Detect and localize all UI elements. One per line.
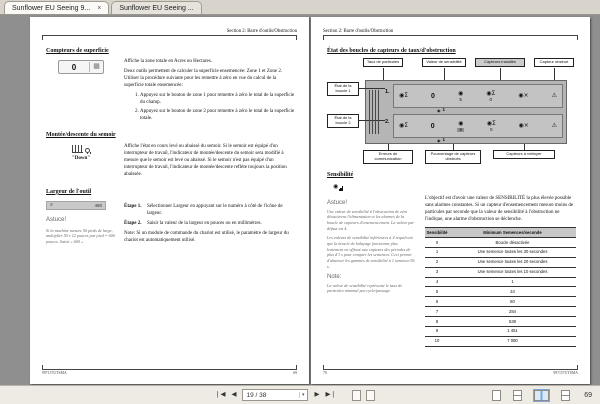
continuous-view-icon[interactable] <box>513 390 522 401</box>
note-text: Note: Si un module de commande du chariot est utilisé, le paramètre de largeur du chariot est automatiquement utilisé. <box>124 231 289 244</box>
table-row <box>425 287 576 297</box>
table-row <box>425 307 576 317</box>
step-text: Saisir la valeur de la largeur en pouces ou en millimètres. <box>147 221 262 227</box>
loop2-alarm-count: 1 <box>442 137 446 143</box>
page-number: 69 <box>293 371 297 375</box>
loop2-installed-count: 0 <box>490 126 493 132</box>
sensors-installed-icon: ◉Σ <box>486 89 496 97</box>
callout-comm-errors: Erreurs de communication <box>363 150 413 163</box>
table-row <box>425 297 576 307</box>
loop1-particle-rate: 0 <box>431 92 435 100</box>
paragraph: Affiche la zone totale en Acres ou Hectares. <box>124 59 212 65</box>
sum-icon: ◉Σ <box>399 92 409 100</box>
last-page-button[interactable]: ▶❘ <box>325 390 336 398</box>
loop1-installed-count: 0 <box>489 96 492 102</box>
callout-sensors-installed: Capteurs installés <box>475 58 525 67</box>
page-number: 70 <box>323 371 327 375</box>
column-header: Minimum Semences/seconde <box>449 228 576 238</box>
note-title: Note: <box>327 274 342 281</box>
bell-icon: ◉ <box>437 137 441 143</box>
tip-title: Astuce! <box>46 217 67 224</box>
table-header-row <box>425 228 576 238</box>
cell-sensitivity: 7 <box>425 307 449 317</box>
tip-text: Si la machine mesure 50 pieds de large, multiplier 50 x 12 pouces par pied = 600 pouces. Saisir « 600 ». <box>46 227 115 244</box>
tab-label: Sunflower EU Seeing ... <box>119 4 194 12</box>
cell-minimum: 284 <box>449 307 576 317</box>
bell-icon: ◉ <box>437 107 441 113</box>
sensor-icon: ◉ <box>457 89 464 97</box>
status-bar <box>0 385 600 404</box>
callout-sensors-to-clean: Capteurs à nettoyer <box>493 150 555 159</box>
sensors-installed-icon: ◉Σ <box>486 119 496 127</box>
cell-minimum: Une semence toutes les 30 secondes <box>449 247 576 257</box>
page-footer <box>42 369 297 376</box>
tab-label: Sunflower EU Seeing 9... <box>12 4 91 12</box>
cell-minimum: 539 <box>449 317 576 327</box>
loop1-sensitivity-value: 5 <box>459 96 462 102</box>
sum-icon: ◉Σ <box>399 122 409 130</box>
loop1-number: 1. <box>385 89 390 96</box>
document-canvas[interactable] <box>0 16 600 385</box>
page-header: Section 2: Barre d'outils/Obstruction <box>323 29 578 36</box>
tab-bar <box>0 0 600 15</box>
cell-sensitivity: 6 <box>425 297 449 307</box>
cell-sensitivity: 10 <box>425 336 449 346</box>
table-row <box>425 238 576 248</box>
lift-state-caption: "Down" <box>71 155 91 161</box>
page-left <box>30 17 309 384</box>
callout-particle-rate: Taux de particules <box>363 58 403 67</box>
area-counter-widget <box>58 60 104 74</box>
planter-icon <box>72 145 83 153</box>
sensor-icon: ◉ <box>458 119 464 127</box>
paragraph: Deux outils permettent de calculer la superficie ensemencée: Zone 1 et Zone 2. Utiliser la procédure suivante pour les remettre à zéro en vue du calcul de la superficie totale ensemencée: <box>124 69 283 89</box>
page-right <box>311 17 590 384</box>
table-row <box>425 247 576 257</box>
indicator-lamp-icon <box>85 148 90 153</box>
planter-icon <box>369 90 381 134</box>
single-page-view-icon[interactable] <box>492 390 501 401</box>
cell-sensitivity: 9 <box>425 326 449 336</box>
sensor-blocked-icon: ◉× <box>518 92 529 100</box>
cell-minimum: 1 <box>449 277 576 287</box>
cell-sensitivity: 8 <box>425 317 449 327</box>
section-title-area-counters: Compteurs de superficie <box>46 48 109 54</box>
table-row <box>425 336 576 346</box>
rotate-page-right-icon[interactable] <box>366 390 375 401</box>
loop1-alarm-count: 1 <box>442 107 446 113</box>
sensitivity-icon <box>333 183 576 191</box>
page-indicator-value: 19 / 38 <box>246 391 267 399</box>
loop2-number: 2. <box>385 119 390 126</box>
table-row <box>425 267 576 277</box>
cell-minimum: 34 <box>449 287 576 297</box>
numbered-step: 2. Appuyez sur le bouton de zone 2 pour remettre à zéro le total de la superficie totale. <box>140 108 295 122</box>
dropdown-arrow-icon[interactable]: ▾ <box>299 392 305 398</box>
document-code: 997157UTSMA <box>42 371 67 375</box>
cell-sensitivity: 4 <box>425 277 449 287</box>
cell-minimum: 7 080 <box>449 336 576 346</box>
document-code: 997157UTSMA <box>553 371 578 375</box>
figure-title: État des boucles de capteurs de taux/d'obstruction <box>327 48 456 54</box>
alert-icon: ⚠ <box>551 92 557 100</box>
tab-document-1[interactable] <box>4 1 109 14</box>
cell-minimum: Une semence toutes les 20 secondes <box>449 257 576 267</box>
area-counter-value: 0 <box>71 62 77 72</box>
page-header: Section 2: Barre d'outils/Obstruction <box>42 29 297 36</box>
sensor-icon: ◉ <box>333 182 339 190</box>
first-page-button[interactable]: ❘◀ <box>215 390 226 398</box>
cell-minimum: 1 451 <box>449 326 576 336</box>
cell-minimum: 80 <box>449 297 576 307</box>
loop2-alarm-indicator <box>437 137 445 143</box>
next-page-button[interactable]: ▶ <box>314 390 320 398</box>
previous-page-button[interactable]: ◀ <box>231 390 237 398</box>
table-row <box>425 317 576 327</box>
section-title-sensitivity: Sensibilité <box>327 172 354 179</box>
cell-sensitivity: 3 <box>425 267 449 277</box>
callout-blocked-percentage: Pourcentage de capteurs obstrués <box>425 150 481 163</box>
step-label: Étape 1. <box>124 204 142 210</box>
note-text: La valeur de sensibilité représente le taux de particules minimal par cycle/passage. <box>327 282 403 294</box>
cell-minimum: Une semence toutes les 10 secondes <box>449 267 576 277</box>
cell-minimum: Boucle désactivée <box>449 238 576 248</box>
alert-icon: ⚠ <box>551 122 557 130</box>
tip-title: Astuce! <box>327 200 348 207</box>
planter-lift-icon <box>72 145 90 153</box>
page-footer <box>323 369 578 376</box>
step-text: Sélectionner Largeur en appuyant sur le numéro à côté de l'icône de largeur. <box>147 204 283 217</box>
width-icon: ≡ <box>50 202 53 209</box>
page-number-field[interactable] <box>242 389 308 401</box>
step-label: Étape 2. <box>124 221 142 227</box>
cell-sensitivity: 5 <box>425 287 449 297</box>
column-header: Sensibilité <box>425 228 449 238</box>
sensor-loop-figure <box>327 58 576 166</box>
cell-sensitivity: 0 <box>425 238 449 248</box>
loop1-alarm-indicator <box>437 107 445 113</box>
tip-text: Les valeurs de sensibilité inférieures à 4 requièrent que la boucle de balayage fonctionne plus lentement en offrant aux capteurs des périodes de plus d'1 s pour compter les semences. Ceci permet d'abaisser les gammes de sensibilité à 1 semence/36 s. <box>327 235 415 269</box>
numbered-step: 1. Appuyez sur le bouton de zone 1 pour remettre à zéro le total de la superficie du champ. <box>140 92 295 106</box>
continuous-facing-view-icon[interactable] <box>561 390 570 401</box>
loop1-status-row <box>393 84 563 108</box>
table-row <box>425 277 576 287</box>
paragraph: Affiche l'état en cours levé ou abaissé du semoir. Si le semoir est équipé d'un interrupteur de travail, l'indicateur de montée/descente du semoir sera modifié à mesure que le semoir est levé ou abaissé. Si le semoir n'est pas équipé d'un interrupteur de travail, l'indicateur de montée/descente reflète toujours la position abaissée. <box>124 143 287 177</box>
section-title-width: Largeur de l'outil <box>46 188 92 195</box>
rotate-page-left-icon[interactable] <box>352 390 361 401</box>
facing-pages-view-icon[interactable] <box>534 390 549 401</box>
sensor-blocked-icon: ◉× <box>518 122 529 130</box>
loop2-status-row <box>393 114 563 138</box>
callout-sensor-blocked: Capteur obstrué <box>534 58 574 67</box>
paragraph: L'objectif est d'avoir une valeur de SENSIBILITÉ la plus élevée possible sans alarmes constantes. Si un capteur d'ensemencement mesure moins de particules par seconde que la valeur de sensibilité à l'obstruction ne l'indique, une alarme d'obstruction se déclenche. <box>425 196 574 223</box>
cell-sensitivity: 2 <box>425 257 449 267</box>
section-title-lift: Montée/descente du semoir <box>46 132 116 139</box>
zoom-level[interactable]: 69 <box>584 391 592 399</box>
table-row <box>425 257 576 267</box>
callout-loop1-state: État de la boucle 1 <box>327 82 359 95</box>
table-row <box>425 326 576 336</box>
sensitivity-table <box>425 227 576 347</box>
loop2-sensitivity-value: 5 <box>459 126 462 132</box>
loop2-particle-rate: 0 <box>430 122 435 130</box>
callout-sensitivity-value: Valeur de sensibilité <box>422 58 466 67</box>
implement-width-value: 480 <box>94 202 102 208</box>
tab-document-2[interactable] <box>111 1 201 14</box>
grid-icon: ▦ <box>89 62 103 72</box>
close-icon[interactable]: × <box>97 4 102 12</box>
tip-text: Une valeur de sensibilité à l'obstruction de zéro désactivera l'alimentation et les alarmes de la boucle de capteurs d'ensemencement. La valeur par défaut est 4. <box>327 208 415 231</box>
implement-width-widget <box>46 201 106 210</box>
cell-sensitivity: 1 <box>425 247 449 257</box>
callout-loop2-state: État de la boucle 2 <box>327 114 359 127</box>
